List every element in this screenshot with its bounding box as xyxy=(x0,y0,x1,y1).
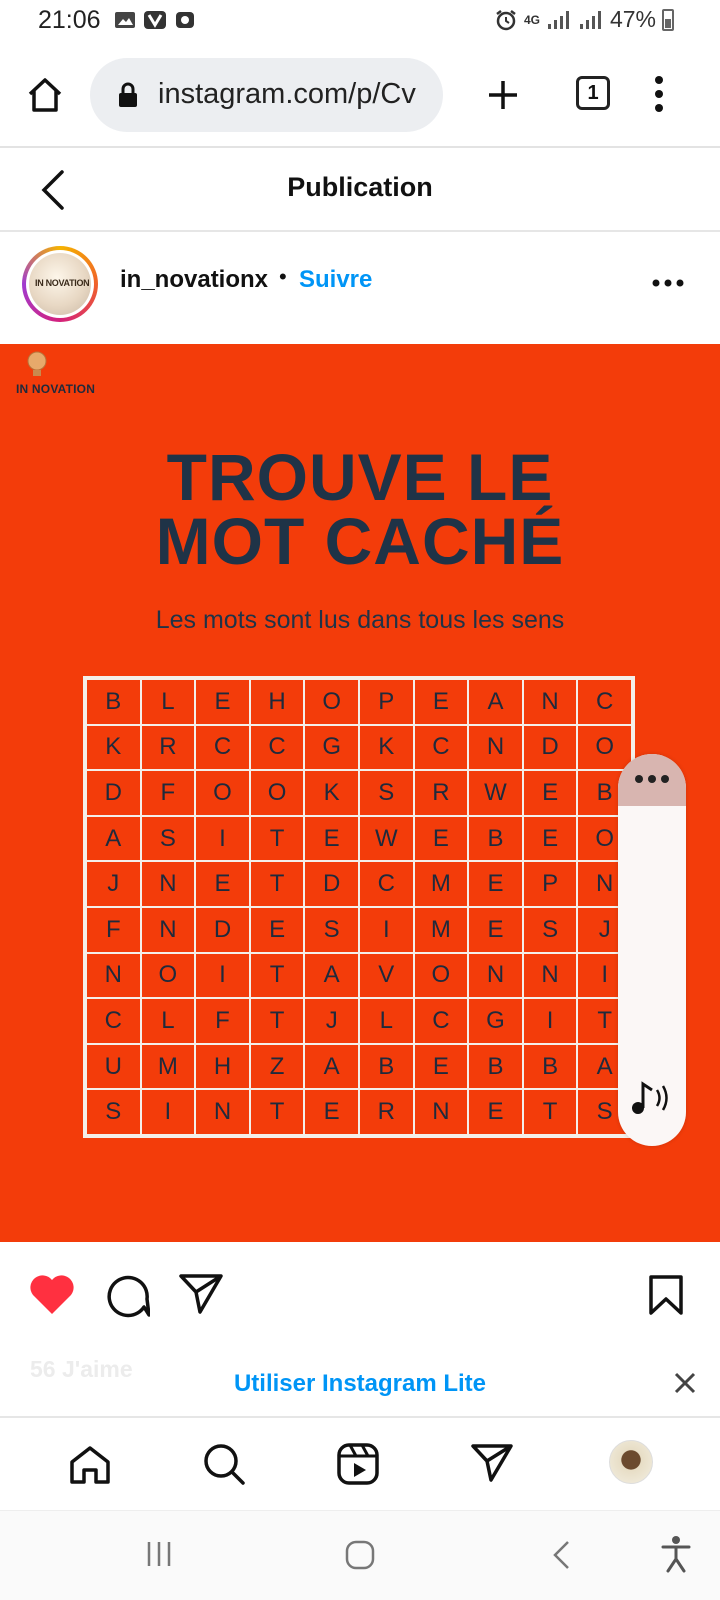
heart-icon[interactable] xyxy=(28,1272,76,1316)
grid-letter: O xyxy=(250,770,305,816)
grid-letter: O xyxy=(141,953,196,999)
grid-letter: S xyxy=(577,1089,632,1135)
grid-letter: S xyxy=(523,907,578,953)
share-icon[interactable] xyxy=(178,1272,224,1316)
grid-letter: F xyxy=(141,770,196,816)
grid-letter: C xyxy=(359,861,414,907)
headline-line-1: TROUVE LE xyxy=(166,440,554,514)
grid-letter: T xyxy=(250,998,305,1044)
instagram-lite-banner xyxy=(0,1350,720,1416)
grid-letter: T xyxy=(250,953,305,999)
tabs-icon[interactable]: 1 xyxy=(576,76,610,110)
grid-letter: P xyxy=(359,679,414,725)
grid-letter: T xyxy=(577,998,632,1044)
grid-letter: N xyxy=(523,953,578,999)
grid-letter: N xyxy=(523,679,578,725)
direct-icon[interactable] xyxy=(470,1442,514,1484)
word-search-grid xyxy=(83,676,635,1138)
grid-letter: E xyxy=(468,907,523,953)
grid-letter: G xyxy=(468,998,523,1044)
post-actions xyxy=(0,1242,720,1350)
grid-letter: N xyxy=(195,1089,250,1135)
grid-letter: E xyxy=(304,816,359,862)
battery-percent: 47% xyxy=(609,6,656,32)
grid-letter: E xyxy=(414,679,469,725)
grid-letter: B xyxy=(523,1044,578,1090)
grid-letter: A xyxy=(577,1044,632,1090)
grid-letter: O xyxy=(304,679,359,725)
grid-letter: C xyxy=(195,725,250,771)
grid-letter: I xyxy=(359,907,414,953)
bottom-navigation xyxy=(0,1416,720,1510)
address-bar[interactable] xyxy=(90,58,443,132)
grid-letter: I xyxy=(195,816,250,862)
grid-letter: E xyxy=(304,1089,359,1135)
grid-letter: N xyxy=(141,907,196,953)
grid-letter: M xyxy=(414,861,469,907)
grid-letter: W xyxy=(468,770,523,816)
follow-button[interactable]: Suivre xyxy=(299,266,373,293)
page-title: Publication xyxy=(287,172,433,202)
close-icon[interactable] xyxy=(674,1372,696,1394)
home-icon[interactable] xyxy=(26,76,64,114)
grid-letter: T xyxy=(250,1089,305,1135)
grid-letter: E xyxy=(195,679,250,725)
grid-letter: E xyxy=(250,907,305,953)
grid-letter: M xyxy=(141,1044,196,1090)
grid-letter: O xyxy=(577,816,632,862)
use-instagram-lite-link[interactable]: Utiliser Instagram Lite xyxy=(233,1370,487,1397)
more-options-icon[interactable] xyxy=(652,278,684,288)
grid-letter: J xyxy=(304,998,359,1044)
grid-letter: C xyxy=(86,998,141,1044)
grid-letter: K xyxy=(304,770,359,816)
home-button-icon[interactable] xyxy=(344,1539,376,1571)
grid-letter: B xyxy=(86,679,141,725)
home-icon[interactable] xyxy=(68,1444,112,1486)
status-right xyxy=(494,6,674,33)
grid-letter: Z xyxy=(250,1044,305,1090)
grid-letter: S xyxy=(359,770,414,816)
grid-letter: D xyxy=(523,725,578,771)
url-text[interactable]: instagram.com/p/Cv xyxy=(158,78,416,110)
brand-logo-text: IN NOVATION xyxy=(16,382,96,396)
reels-icon[interactable] xyxy=(336,1442,380,1486)
grid-letter: A xyxy=(86,816,141,862)
grid-letter: A xyxy=(304,953,359,999)
grid-letter: H xyxy=(250,679,305,725)
grid-letter: K xyxy=(86,725,141,771)
camera-app-icon xyxy=(174,10,196,30)
grid-letter: E xyxy=(523,816,578,862)
audio-panel-header[interactable] xyxy=(618,754,686,806)
plus-icon[interactable] xyxy=(486,78,520,112)
back-icon[interactable] xyxy=(550,1539,572,1571)
grid-letter: O xyxy=(195,770,250,816)
grid-letter: B xyxy=(577,770,632,816)
grid-letter: A xyxy=(304,1044,359,1090)
separator-dot: • xyxy=(279,264,287,289)
headline-line-2: MOT CACHÉ xyxy=(155,504,565,578)
grid-letter: D xyxy=(86,770,141,816)
subtitle: Les mots sont lus dans tous les sens xyxy=(155,606,565,634)
grid-letter: K xyxy=(359,725,414,771)
grid-letter: G xyxy=(304,725,359,771)
grid-letter: U xyxy=(86,1044,141,1090)
profile-avatar[interactable] xyxy=(609,1440,653,1484)
music-note-icon[interactable] xyxy=(630,1080,674,1116)
grid-letter: P xyxy=(523,861,578,907)
grid-letter: T xyxy=(250,861,305,907)
grid-letter: L xyxy=(141,679,196,725)
grid-letter: S xyxy=(304,907,359,953)
signal-icon xyxy=(546,9,572,31)
grid-letter: A xyxy=(468,679,523,725)
likes-count: 56 J'aime xyxy=(30,1356,133,1382)
grid-letter: T xyxy=(523,1089,578,1135)
bookmark-icon[interactable] xyxy=(648,1274,684,1316)
grid-letter: E xyxy=(414,1044,469,1090)
grid-letter: R xyxy=(141,725,196,771)
status-bar xyxy=(0,0,720,44)
grid-letter: O xyxy=(414,953,469,999)
grid-letter: C xyxy=(250,725,305,771)
grid-letter: M xyxy=(414,907,469,953)
grid-letter: E xyxy=(523,770,578,816)
grid-letter: J xyxy=(577,907,632,953)
grid-letter: F xyxy=(86,907,141,953)
grid-letter: I xyxy=(523,998,578,1044)
lightbulb-brain-icon xyxy=(24,350,50,380)
grid-letter: C xyxy=(414,725,469,771)
kebab-menu-icon[interactable] xyxy=(654,74,664,114)
grid-letter: I xyxy=(577,953,632,999)
grid-letter: H xyxy=(195,1044,250,1090)
grid-letter: J xyxy=(86,861,141,907)
grid-letter: S xyxy=(141,816,196,862)
grid-letter: B xyxy=(359,1044,414,1090)
grid-letter: V xyxy=(359,953,414,999)
grid-letter: T xyxy=(250,816,305,862)
grid-letter: L xyxy=(141,998,196,1044)
grid-letter: N xyxy=(141,861,196,907)
comment-icon[interactable] xyxy=(104,1272,150,1318)
grid-letter: I xyxy=(195,953,250,999)
accessibility-icon[interactable] xyxy=(660,1535,692,1573)
grid-letter: E xyxy=(468,861,523,907)
browser-toolbar xyxy=(0,44,720,148)
lock-icon xyxy=(118,82,138,108)
grid-letter: L xyxy=(359,998,414,1044)
instagram-header xyxy=(0,150,720,232)
grid-letter: E xyxy=(414,816,469,862)
grid-letter: O xyxy=(577,725,632,771)
grid-letter: F xyxy=(195,998,250,1044)
grid-letter: I xyxy=(141,1089,196,1135)
grid-letter: N xyxy=(577,861,632,907)
vlc-icon xyxy=(144,10,166,30)
more-dots-icon[interactable] xyxy=(634,774,670,784)
avatar-logo-text: IN NOVATION xyxy=(35,278,90,288)
grid-letter: R xyxy=(414,770,469,816)
grid-letter: N xyxy=(414,1089,469,1135)
story-ring[interactable] xyxy=(22,246,98,322)
search-icon[interactable] xyxy=(202,1442,246,1486)
alarm-icon xyxy=(494,8,518,32)
grid-letter: N xyxy=(86,953,141,999)
grid-letter: E xyxy=(195,861,250,907)
grid-letter: C xyxy=(577,679,632,725)
username[interactable]: in_novationx xyxy=(120,266,269,293)
system-navigation xyxy=(0,1510,720,1600)
grid-letter: B xyxy=(468,1044,523,1090)
grid-letter: B xyxy=(468,816,523,862)
signal-icon xyxy=(578,9,604,31)
grid-letter: C xyxy=(414,998,469,1044)
gallery-icon xyxy=(114,10,136,30)
grid-letter: R xyxy=(359,1089,414,1135)
network-label: 4G xyxy=(523,12,540,27)
grid-letter: D xyxy=(195,907,250,953)
post-image[interactable] xyxy=(0,344,720,1242)
grid-letter: E xyxy=(468,1089,523,1135)
grid-letter: W xyxy=(359,816,414,862)
audio-panel[interactable] xyxy=(618,754,686,1146)
post-header xyxy=(0,232,720,344)
grid-letter: N xyxy=(468,725,523,771)
grid-letter: N xyxy=(468,953,523,999)
grid-letter: D xyxy=(304,861,359,907)
recent-apps-icon[interactable] xyxy=(144,1539,174,1569)
status-time: 21:06 xyxy=(38,6,101,34)
battery-icon xyxy=(662,9,674,31)
grid-letter: S xyxy=(86,1089,141,1135)
avatar[interactable] xyxy=(29,253,91,315)
